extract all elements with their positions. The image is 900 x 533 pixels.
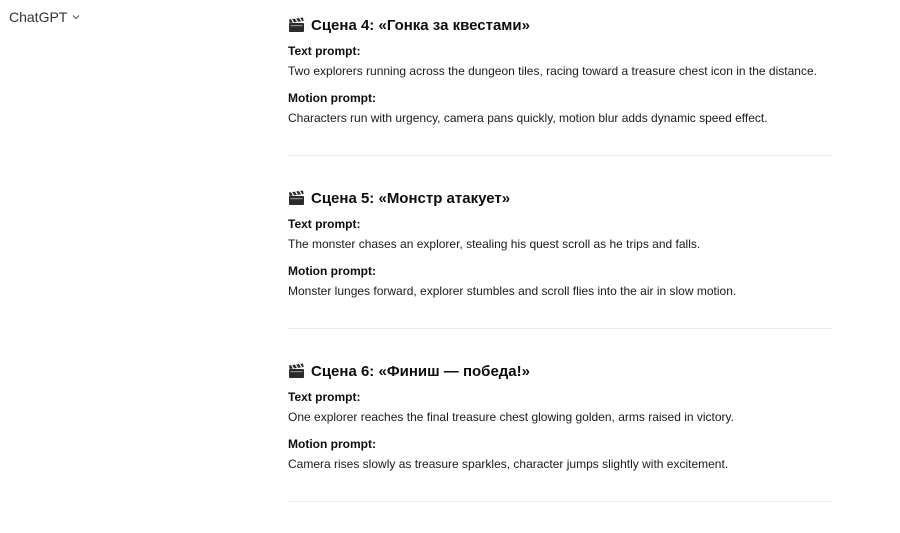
motion-prompt: Camera rises slowly as treasure sparkles, character jumps slightly with excitement. bbox=[288, 457, 729, 471]
app-title[interactable]: ChatGPT bbox=[9, 9, 68, 25]
motion-prompt-label: Motion prompt: bbox=[288, 91, 376, 105]
divider bbox=[288, 155, 832, 156]
divider bbox=[288, 328, 832, 329]
text-prompt: The monster chases an explorer, stealing his quest scroll as he trips and falls. bbox=[288, 237, 701, 251]
scene-title: Сцена 4: «Гонка за квестами» bbox=[311, 16, 530, 34]
scene-title: Сцена 6: «Финиш — победа!» bbox=[311, 362, 530, 380]
scene-heading bbox=[288, 187, 832, 209]
motion-prompt-label: Motion prompt: bbox=[288, 437, 376, 451]
text-prompt: One explorer reaches the final treasure chest glowing golden, arms raised in victory. bbox=[288, 410, 734, 424]
motion-prompt: Characters run with urgency, camera pans quickly, motion blur adds dynamic speed effect. bbox=[288, 111, 768, 125]
scene-block bbox=[288, 14, 832, 126]
chevron-down-icon[interactable] bbox=[71, 12, 81, 22]
scene-block bbox=[288, 187, 832, 299]
chat-message-content bbox=[288, 14, 832, 533]
text-prompt: Two explorers running across the dungeon tiles, racing toward a treasure chest icon in the distance. bbox=[288, 64, 817, 78]
scene-title: Сцена 5: «Монстр атакует» bbox=[311, 189, 511, 207]
clapperboard-icon bbox=[288, 363, 305, 379]
scene-block bbox=[288, 360, 832, 472]
clapperboard-icon bbox=[288, 190, 305, 206]
text-prompt-label: Text prompt: bbox=[288, 44, 361, 58]
motion-prompt: Monster lunges forward, explorer stumbles and scroll flies into the air in slow motion. bbox=[288, 284, 737, 298]
model-selector[interactable] bbox=[9, 9, 81, 25]
divider bbox=[288, 501, 832, 502]
text-prompt-label: Text prompt: bbox=[288, 217, 361, 231]
motion-prompt-label: Motion prompt: bbox=[288, 264, 376, 278]
scene-heading bbox=[288, 14, 832, 36]
clapperboard-icon bbox=[288, 17, 305, 33]
text-prompt-label: Text prompt: bbox=[288, 390, 361, 404]
scene-heading bbox=[288, 360, 832, 382]
